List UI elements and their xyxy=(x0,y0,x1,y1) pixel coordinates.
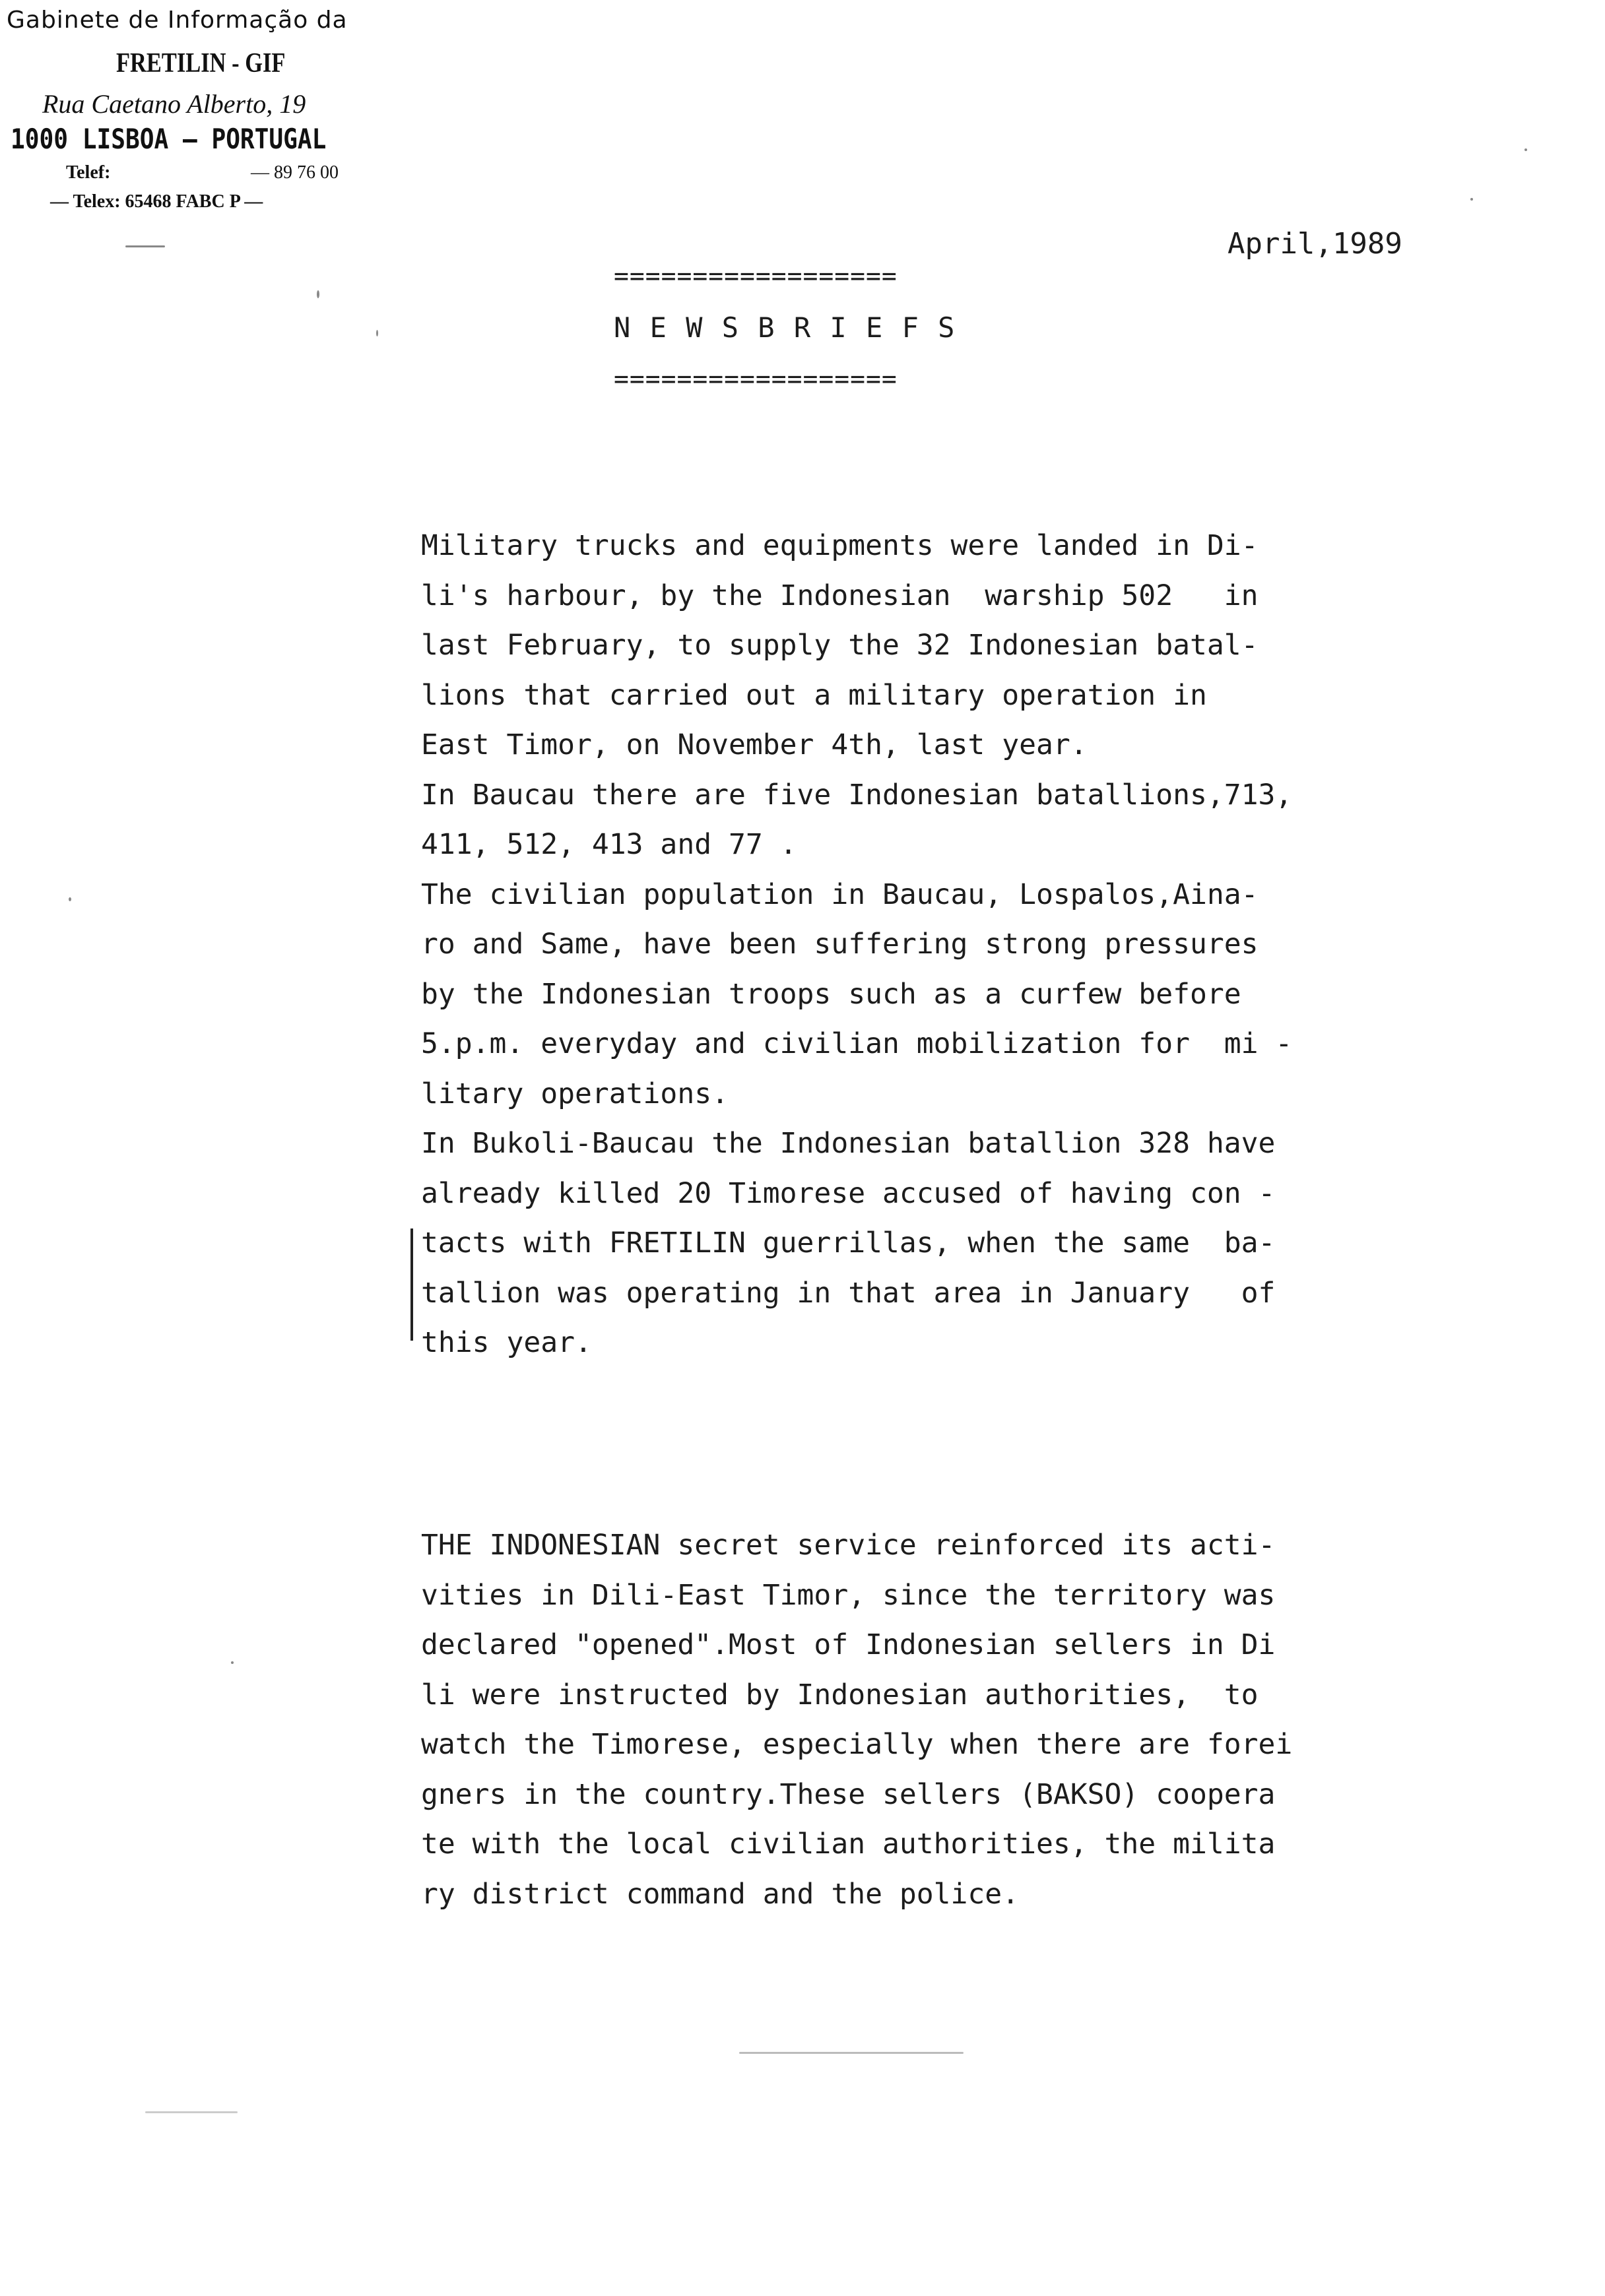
paragraph-line: The civilian population in Baucau, Lospalos,Aina- xyxy=(421,877,1259,911)
paragraph-line: declared "opened".Most of Indonesian sellers in Di xyxy=(421,1628,1276,1661)
paragraph-line: ry district command and the police. xyxy=(421,1877,1020,1911)
paragraph-line: te with the local civilian authorities, the milita xyxy=(421,1828,1276,1861)
scan-speck xyxy=(376,330,378,336)
paragraph-line: already killed 20 Timorese accused of having con - xyxy=(421,1176,1276,1210)
paragraph-line: In Bukoli-Baucau the Indonesian batallion 328 have xyxy=(421,1127,1276,1160)
letterhead-org: FRETILIN - GIF xyxy=(116,48,286,79)
paragraph-line: 411, 512, 413 and 77 . xyxy=(421,828,797,861)
paragraph-line: 5.p.m. everyday and civilian mobilization for mi - xyxy=(421,1027,1293,1060)
paragraph-line: gners in the country.These sellers (BAKSO) coopera xyxy=(421,1777,1276,1811)
paragraph-line: Military trucks and equipments were landed in Di- xyxy=(421,529,1259,562)
letterhead-city: 1000 LISBOA — PORTUGAL xyxy=(11,123,327,155)
document-heading: N E W S B R I E F S xyxy=(614,311,956,344)
letterhead-office: Gabinete de Informação da xyxy=(7,7,348,34)
scan-speck xyxy=(1524,148,1527,151)
letterhead-phone: — 89 76 00 xyxy=(251,162,339,183)
paragraph-line: li's harbour, by the Indonesian warship 502 in xyxy=(421,579,1259,612)
letterhead-telex: — Telex: 65468 FABC P — xyxy=(50,191,263,212)
letterhead-phone-label: Telef: xyxy=(66,162,111,183)
scan-speck xyxy=(739,2052,964,2054)
paragraph-line: watch the Timorese, especially when there are forei xyxy=(421,1728,1293,1761)
paragraph-line: vities in Dili-East Timor, since the territory was xyxy=(421,1578,1276,1612)
scan-speck xyxy=(317,290,319,298)
paragraph-line: In Baucau there are five Indonesian batallions,713, xyxy=(421,778,1293,812)
margin-bracket-mark xyxy=(410,1228,420,1341)
scan-speck xyxy=(69,897,71,901)
document-date: April,1989 xyxy=(1228,227,1402,261)
paragraph-line: by the Indonesian troops such as a curfew before xyxy=(421,977,1241,1011)
news-paragraph-military xyxy=(421,521,1292,1368)
paragraph-line: lions that carried out a military operation in xyxy=(421,678,1207,712)
letterhead-street: Rua Caetano Alberto, 19 xyxy=(42,89,306,119)
paragraph-line: this year. xyxy=(421,1326,592,1359)
paragraph-line: East Timor, on November 4th, last year. xyxy=(421,728,1088,761)
heading-rule-bottom: ================== xyxy=(614,364,898,393)
scan-speck xyxy=(145,2111,238,2113)
scan-speck xyxy=(1470,198,1473,201)
paragraph-line: tacts with FRETILIN guerrillas, when the same ba- xyxy=(421,1227,1276,1260)
heading-rule-top: ================== xyxy=(614,261,898,290)
paragraph-line: last February, to supply the 32 Indonesian batal- xyxy=(421,629,1259,662)
paragraph-line: li were instructed by Indonesian authorities, to xyxy=(421,1678,1259,1711)
news-paragraph-secret-service xyxy=(421,1521,1292,1919)
paragraph-line: litary operations. xyxy=(421,1077,729,1110)
scan-speck xyxy=(231,1661,234,1664)
scan-speck xyxy=(125,245,165,247)
paragraph-line: tallion was operating in that area in January of xyxy=(421,1276,1276,1310)
paragraph-line: THE INDONESIAN secret service reinforced its acti- xyxy=(421,1529,1276,1562)
paragraph-line: ro and Same, have been suffering strong pressures xyxy=(421,928,1259,961)
